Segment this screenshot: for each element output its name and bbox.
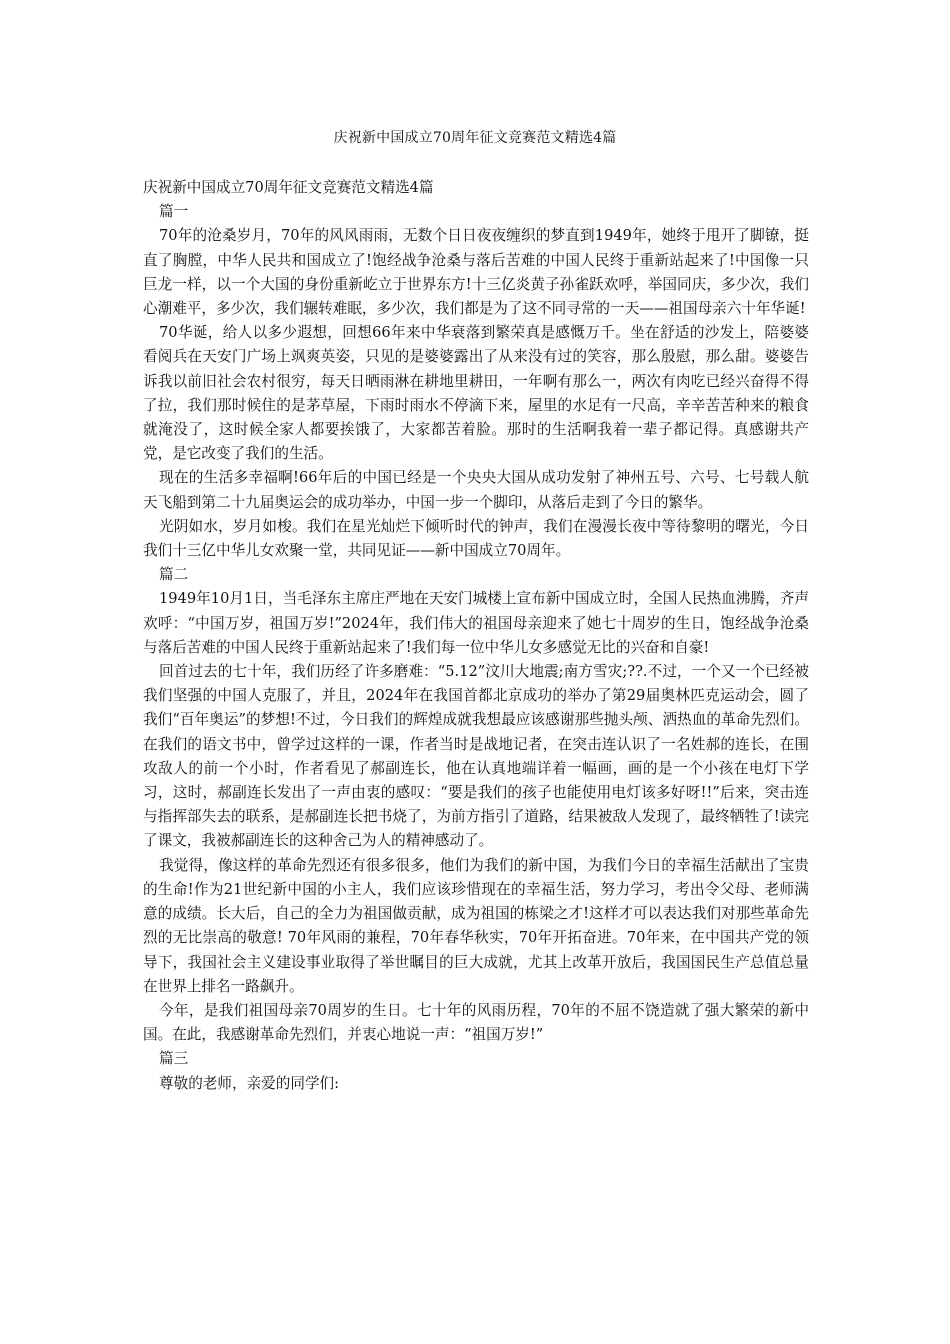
paragraph: 70华诞，给人以多少遐想，回想66年来中华衰落到繁荣真是感慨万千。坐在舒适的沙发上，陪婆婆看阅兵在天安门广场上飒爽英姿，只见的是婆婆露出了从来没有过的笑容，那么殷慰，那么甜。婆婆告诉我以前旧社会农村很穷，每天日晒雨淋在耕地里耕田，一年啊有那么一，两次有肉吃已经兴奋得不得了拉，我们那时候住的是茅草屋，下雨时雨水不停滴下来，屋里的水足有一尺高，辛辛苦苦种来的粮食就淹没了，这时候全家人都要挨饿了，大家都苦着脸。那时的生活啊我着一辈子都记得。真感谢共产党，是它改变了我们的生活。	[143, 324, 809, 463]
document-body	[143, 176, 809, 1096]
paragraph: 今年，是我们祖国母亲70周岁的生日。七十年的风雨历程，70年的不屈不饶造就了强大繁荣的新中国。在此，我感谢革命先烈们，并衷心地说一声：“祖国万岁!”	[143, 1001, 809, 1044]
paragraph: 现在的生活多幸福啊!66年后的中国已经是一个央央大国从成功发射了神州五号、六号、七号载人航天飞船到第二十九届奥运会的成功举办，中国一步一个脚印，从落后走到了今日的繁华。	[143, 469, 809, 511]
section-3	[143, 1047, 809, 1095]
paragraph: 我觉得，像这样的革命先烈还有很多很多，他们为我们的新中国，为我们今日的幸福生活献出了宝贵的生命!作为21世纪新中国的小主人，我们应该珍惜现在的幸福生活，努力学习，考出令父母、老师满意的成绩。长大后，自己的全力为祖国做贡献，成为祖国的栋梁之才!这样才可以表达我们对那些革命先烈的无比崇高的敬意! 70年风雨的兼程，70年春华秋实，70年开拓奋进。70年来，在中国共产党的领导下，我国社会主义建设事业取得了举世瞩目的巨大成就，尤其上改革开放后，我国国民生产总值总量在世界上排名一路飙升。	[143, 856, 809, 995]
paragraph: 70年的沧桑岁月，70年的风风雨雨，无数个日日夜夜缠织的梦直到1949年，她终于甩开了脚镣，挺直了胸膛，中华人民共和国成立了!饱经战争沧桑与落后苦难的中国人民终于重新站起来了!中国像一只巨龙一样，以一个大国的身份重新屹立于世界东方!十三亿炎黄子孙雀跃欢呼，举国同庆，多少次，我们心潮难平，多少次，我们辗转难眠，多少次，我们都是为了这不同寻常的一天——祖国母亲六十年华诞!	[143, 227, 809, 318]
document-title: 庆祝新中国成立70周年征文竞赛范文精选4篇	[333, 130, 617, 146]
section-heading: 篇一	[159, 203, 189, 221]
paragraph: 回首过去的七十年，我们历经了许多磨难：“5.12”汶川大地震;南方雪灾;??.不过，一个又一个已经被我们坚强的中国人克服了，并且，2024年在我国首都北京成功的举办了第29届奥林匹克运动会，圆了我们“百年奥运”的梦想!不过，今日我们的辉煌成就我想最应该感谢那些抛头颅、洒热血的革命先烈们。在我们的语文书中，曾学过这样的一课，作者当时是战地记者，在突击连认识了一名姓郝的连长，在围攻敌人的前一个小时，作者看见了郝副连长，他在认真地端详着一幅画，画的是一个小孩在电灯下学习，这时，郝副连长发出了一声由衷的感叹：“要是我们的孩子也能使用电灯该多好呀!!”后来，突击连与指挥部失去的联系，是郝副连长把书烧了，为前方指引了道路，结果被敌人发现了，最终牺牲了!读完了课文，我被郝副连长的这种舍己为人的精神感动了。	[143, 663, 809, 850]
section-2	[143, 563, 809, 1047]
paragraph: 1949年10月1日，当毛泽东主席庄严地在天安门城楼上宣布新中国成立时，全国人民热血沸腾，齐声欢呼：“中国万岁，祖国万岁!”2024年，我们伟大的祖国母亲迎来了她七十周岁的生日，饱经战争沧桑与落后苦难的中国人民终于重新站起来了!我们每一位中华儿女多感觉无比的兴奋和自豪!	[143, 590, 809, 656]
paragraph: 尊敬的老师，亲爱的同学们:	[159, 1074, 340, 1092]
section-1	[143, 200, 809, 563]
document-subtitle: 庆祝新中国成立70周年征文竞赛范文精选4篇	[143, 179, 434, 196]
paragraph: 光阴如水，岁月如梭。我们在星光灿烂下倾听时代的钟声，我们在漫漫长夜中等待黎明的曙光，今日我们十三亿中华儿女欢聚一堂，共同见证——新中国成立70周年。	[143, 517, 809, 560]
section-heading: 篇三	[159, 1050, 189, 1068]
section-heading: 篇二	[159, 566, 189, 584]
